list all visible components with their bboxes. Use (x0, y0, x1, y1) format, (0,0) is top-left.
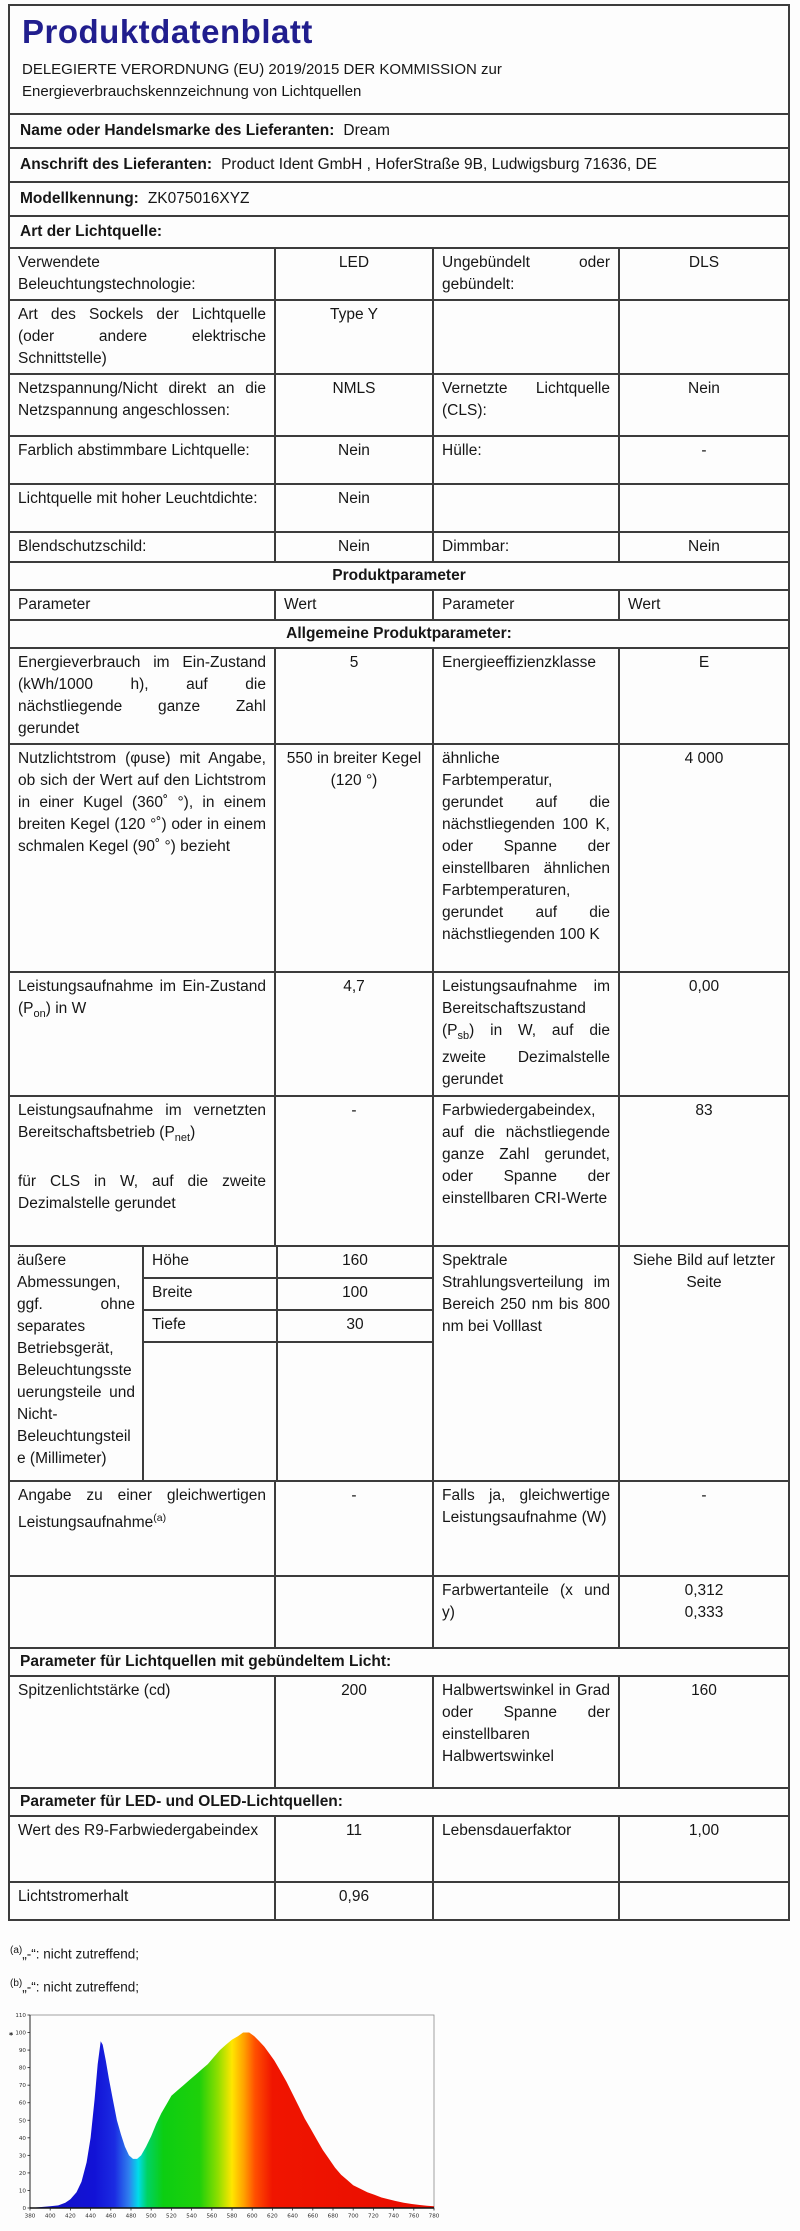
supplier-name-value: Dream (343, 122, 390, 139)
svg-text:110: 110 (15, 2013, 26, 2019)
value-cell: DLS (618, 249, 788, 299)
value-cell (274, 1577, 432, 1647)
value-cell: 83 (618, 1097, 788, 1245)
svg-text:520: 520 (166, 2213, 177, 2220)
section-header-led-oled: Parameter für LED- und OLED-Lichtquellen: (10, 1787, 788, 1815)
section-header-directional-light: Parameter für Lichtquellen mit gebündeltem Licht: (10, 1647, 788, 1675)
svg-text:500: 500 (145, 2213, 157, 2220)
value-cell: - (618, 1482, 788, 1575)
value-cell: - (618, 437, 788, 483)
dimension-label: Höhe (152, 1252, 190, 1269)
svg-text:0: 0 (22, 2206, 26, 2212)
svg-text:380: 380 (24, 2213, 36, 2220)
value-cell: 11 (274, 1817, 432, 1881)
subscript: on (33, 1008, 46, 1021)
section-header-product-parameters: Produktparameter (10, 561, 788, 589)
param-cell: Vernetzte Lichtquelle (CLS): (432, 375, 618, 435)
svg-text:70: 70 (18, 2083, 26, 2090)
row-outer-dimensions (10, 1245, 788, 1480)
dimensions-subtable (142, 1247, 432, 1480)
value-cell: LED (274, 249, 432, 299)
param-cell: Spektrale Strahlungsverteilung im Bereich 250 nm bis 800 nm bei Volllast (432, 1247, 618, 1480)
param-text: Angabe zu einer gleichwertigen Leistungsaufnahme (18, 1487, 266, 1532)
value-cell: 4,7 (274, 973, 432, 1095)
column-header: Wert (274, 591, 432, 619)
svg-text:720: 720 (368, 2213, 379, 2220)
dimension-row-filler (144, 1343, 432, 1480)
dimension-label: Tiefe (152, 1316, 186, 1333)
value-cell: E (618, 649, 788, 743)
footnote-a-text: „-“: nicht zutreffend; (22, 1946, 140, 1962)
value-cell: Nein (618, 375, 788, 435)
footnote-marker: (a) (153, 1512, 167, 1524)
section-header-general-parameters: Allgemeine Produktparameter: (10, 619, 788, 647)
param-text: ) in W, auf die zweite Dezimalstelle gerundet (442, 1022, 610, 1089)
dimension-value: 30 (276, 1311, 432, 1341)
param-cell: Netzspannung/Nicht direkt an die Netzspannung angeschlossen: (18, 380, 266, 419)
svg-text:660: 660 (307, 2213, 319, 2220)
row-chromaticity (10, 1575, 788, 1647)
value-cell (618, 1577, 788, 1647)
supplier-name-row (10, 113, 788, 147)
row-energy-consumption (10, 647, 788, 743)
param-text: ) in W (45, 1000, 87, 1017)
param-cell: Hülle: (432, 437, 618, 483)
param-cell: Verwendete Beleuchtungstechnologie: (18, 254, 196, 293)
value-cell: Nein (274, 437, 432, 483)
svg-text:80: 80 (18, 2065, 26, 2072)
spectral-distribution-chart (6, 2008, 440, 2224)
param-cell: Energieverbrauch im Ein-Zustand (kWh/1000 h), auf die nächstliegende ganze Zahl gerundet (18, 654, 266, 737)
param-cell: Farbwiedergabeindex, auf die nächstliegende ganze Zahl gerundet, oder Spanne der einstellbaren CRI-Werte (432, 1097, 618, 1245)
svg-text:50: 50 (18, 2118, 26, 2125)
row-colour-tunable (10, 435, 788, 483)
svg-text:560: 560 (206, 2213, 218, 2220)
chromaticity-y: 0,333 (684, 1604, 724, 1621)
value-cell: 550 in breiter Kegel (120 °) (274, 745, 432, 971)
regulation-subtitle (22, 59, 776, 103)
value-cell: Siehe Bild auf letzter Seite (618, 1247, 788, 1480)
param-cell (432, 973, 618, 1095)
row-standby-power (10, 1095, 788, 1245)
param-cell: Ungebündelt oder gebündelt: (432, 249, 618, 299)
param-text: Leistungsaufnahme im Ein-Zustand (P (18, 978, 266, 1017)
supplier-name-label: Name oder Handelsmarke des Lieferanten: (20, 122, 335, 139)
value-cell (618, 485, 788, 531)
svg-text:40: 40 (18, 2135, 26, 2142)
row-mains-voltage (10, 373, 788, 435)
model-id-value: ZK075016XYZ (147, 190, 250, 207)
svg-text:20: 20 (18, 2170, 26, 2177)
datasheet-header (10, 6, 788, 113)
param-cell: Halbwertswinkel in Grad oder Spanne der einstellbaren Halbwertswinkel (432, 1677, 618, 1787)
value-cell: Type Y (274, 301, 432, 373)
param-cell: Spitzenlichtstärke (cd) (18, 1682, 171, 1699)
param-cell: Blendschutzschild: (18, 538, 147, 555)
svg-text:540: 540 (186, 2213, 197, 2220)
supplier-address-row (10, 147, 788, 181)
svg-text:480: 480 (125, 2213, 137, 2220)
row-on-mode-power (10, 971, 788, 1095)
row-high-luminance (10, 483, 788, 531)
param-cell (10, 1577, 274, 1647)
product-datasheet (8, 4, 790, 1921)
supplier-address-label: Anschrift des Lieferanten: (20, 156, 213, 173)
footnote-a-marker: (a) (10, 1945, 23, 1956)
dimension-row-depth (144, 1311, 432, 1343)
value-cell: 5 (274, 649, 432, 743)
svg-text:640: 640 (287, 2213, 298, 2220)
svg-text:600: 600 (246, 2213, 258, 2220)
svg-text:760: 760 (408, 2213, 420, 2220)
dimension-value (276, 1343, 432, 1480)
param-text: für CLS in W, auf die zweite Dezimalstelle gerundet (18, 1173, 266, 1213)
row-lumen-maintenance (10, 1881, 788, 1919)
row-lighting-technology (10, 247, 788, 299)
svg-text:400: 400 (44, 2213, 56, 2220)
column-header: Wert (618, 591, 788, 619)
param-cell: Energieeffizienzklasse (432, 649, 618, 743)
spectrum-plot (6, 2008, 440, 2224)
param-cell: ähnliche Farbtemperatur, gerundet auf die nächstliegenden 100 K, oder Spanne der einstellbaren ähnlichen Farbtemperaturen, gerundet auf die nächstliegenden 100 K (432, 745, 618, 971)
svg-text:60: 60 (18, 2100, 26, 2107)
param-cell: äußere Abmessungen, ggf. ohne separates Betriebsgerät, Beleuchtungssteuerungsteile und Nicht-Beleuchtungsteile (Millimeter) (17, 1252, 135, 1467)
svg-text:440: 440 (85, 2213, 96, 2220)
param-cell: Art des Sockels der Lichtquelle (oder andere elektrische Schnittstelle) (18, 306, 266, 367)
svg-text:10: 10 (18, 2188, 26, 2195)
svg-text:100: 100 (15, 2030, 26, 2037)
param-cell: Farbwertanteile (x und y) (432, 1577, 618, 1647)
dimension-row-width (144, 1279, 432, 1311)
param-cell: Lebensdauerfaktor (432, 1817, 618, 1881)
svg-text:90: 90 (18, 2048, 26, 2055)
footnotes (10, 1932, 139, 1997)
model-id-row (10, 181, 788, 215)
param-cell (432, 485, 618, 531)
row-useful-luminous-flux (10, 743, 788, 971)
dimension-label (144, 1343, 276, 1480)
svg-text:420: 420 (65, 2213, 76, 2220)
subscript: net (174, 1132, 191, 1145)
svg-text:680: 680 (327, 2213, 339, 2220)
svg-text:30: 30 (18, 2153, 26, 2160)
subscript: sb (457, 1030, 470, 1043)
value-cell: 1,00 (618, 1817, 788, 1881)
row-equivalent-power-claim (10, 1480, 788, 1575)
supplier-address-value: Product Ident GmbH , HoferStraße 9B, Ludwigsburg 71636, DE (221, 156, 658, 173)
svg-text:740: 740 (388, 2213, 399, 2220)
row-parameter-wert-header (10, 589, 788, 619)
dimension-value: 100 (276, 1279, 432, 1309)
param-cell (432, 301, 618, 373)
regulation-subtitle-line2: Energieverbrauchskennzeichnung von Lichtquellen (22, 83, 362, 100)
value-cell: Nein (618, 533, 788, 561)
footnote-a (10, 1941, 139, 1965)
dimension-row-height (144, 1247, 432, 1279)
section-header-light-source-type: Art der Lichtquelle: (10, 215, 788, 247)
param-cell (10, 1482, 274, 1575)
footnote-b (10, 1974, 139, 1998)
value-cell: Nein (274, 485, 432, 531)
param-cell: Wert des R9-Farbwiedergabeindex (18, 1822, 259, 1839)
value-cell (618, 301, 788, 373)
row-peak-intensity (10, 1675, 788, 1787)
footnote-b-text: „-“: nicht zutreffend; (22, 1979, 140, 1994)
svg-text:460: 460 (105, 2213, 117, 2220)
svg-text:*: * (9, 2030, 14, 2040)
svg-text:580: 580 (226, 2213, 238, 2220)
param-text: ) (190, 1124, 196, 1141)
param-cell (432, 1883, 618, 1919)
row-anti-glare (10, 531, 788, 561)
chromaticity-x: 0,312 (684, 1582, 724, 1599)
value-cell: Nein (274, 533, 432, 561)
svg-text:620: 620 (267, 2213, 278, 2220)
param-text: Leistungsaufnahme im vernetzten Bereitschaftsbetrieb (P (18, 1102, 266, 1141)
value-cell: 4 000 (618, 745, 788, 971)
dimension-label: Breite (152, 1284, 193, 1301)
row-socket-type (10, 299, 788, 373)
value-cell: - (274, 1097, 432, 1245)
param-cell: Nutzlichtstrom (φuse) mit Angabe, ob sich der Wert auf den Lichtstrom in einer Kugel (360˚ °), in einem breiten Kegel (120 °˚) oder in einem schmalen Kegel (90˚ °) bezieht (18, 750, 266, 855)
column-header: Parameter (432, 591, 618, 619)
value-cell (618, 1883, 788, 1919)
value-cell: 0,00 (618, 973, 788, 1095)
column-header: Parameter (18, 596, 91, 613)
param-cell: Lichtquelle mit hoher Leuchtdichte: (18, 490, 258, 507)
param-cell: Falls ja, gleichwertige Leistungsaufnahme (W) (432, 1482, 618, 1575)
param-cell (10, 1097, 274, 1245)
value-cell: 0,96 (274, 1883, 432, 1919)
value-cell: - (274, 1482, 432, 1575)
param-cell (10, 973, 274, 1095)
value-cell: 160 (618, 1677, 788, 1787)
dimension-value: 160 (276, 1247, 432, 1277)
row-r9-value (10, 1815, 788, 1881)
param-cell: Dimmbar: (432, 533, 618, 561)
model-id-label: Modellkennung: (20, 190, 139, 207)
param-cell: Lichtstromerhalt (18, 1888, 129, 1905)
page-title: Produktdatenblatt (22, 13, 313, 50)
value-cell: 200 (274, 1677, 432, 1787)
footnote-b-marker: (b) (10, 1977, 23, 1989)
regulation-subtitle-line1: DELEGIERTE VERORDNUNG (EU) 2019/2015 DER KOMMISSION zur (22, 61, 502, 78)
svg-text:700: 700 (347, 2213, 359, 2220)
svg-text:780: 780 (428, 2213, 440, 2220)
param-text: Leistungsaufnahme im Bereitschaftszustand (P (442, 978, 610, 1039)
value-cell: NMLS (274, 375, 432, 435)
param-cell: Farblich abstimmbare Lichtquelle: (18, 442, 250, 459)
